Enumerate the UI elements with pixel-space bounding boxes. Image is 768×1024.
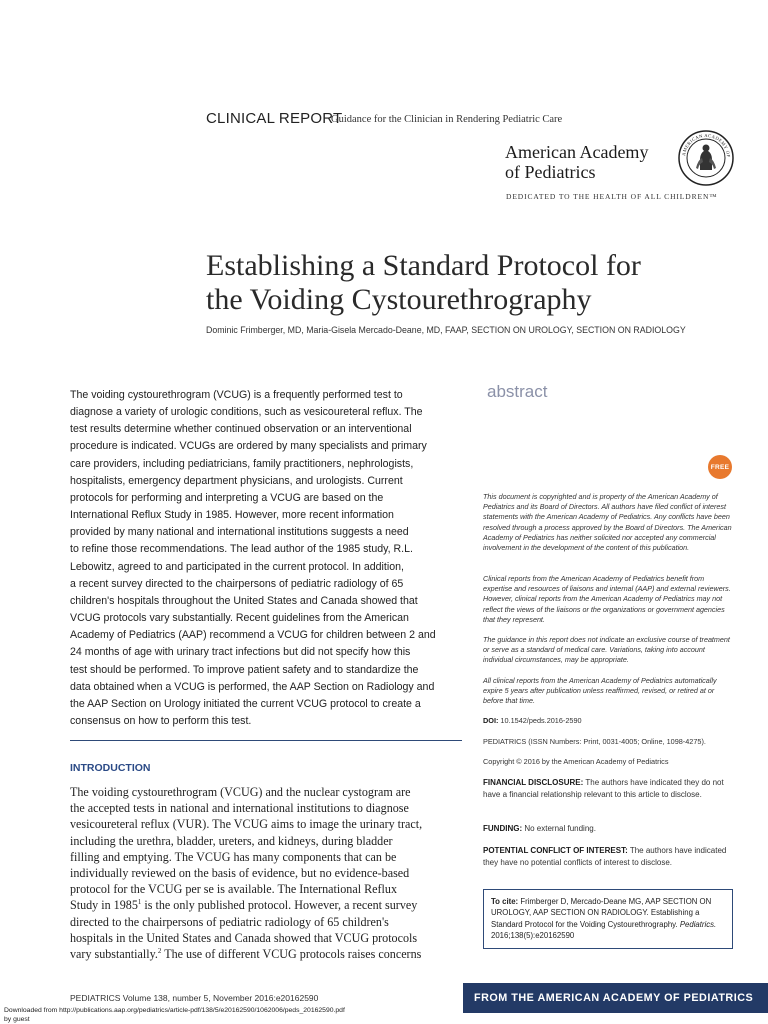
introduction-body: [70, 784, 462, 962]
report-tagline: Guidance for the Clinician in Rendering Pediatric Care: [331, 114, 563, 125]
abstract-line: VCUG protocols vary substantially. Recent guidelines from the American: [70, 612, 409, 625]
citation-text: Frimberger D, Mercado-Deane MG, AAP SECTION ON UROLOGY, AAP SECTION ON RADIOLOGY. Establishing a Standard Protocol for the Voiding Cystourethrography.: [491, 897, 712, 929]
abstract-line: care providers, including pediatricians, family practitioners, nephrologists,: [70, 457, 414, 470]
intro-text-run: vary substantially.: [70, 947, 158, 962]
abstract-line: hospitalists, emergency department physicians, and urologists. Current: [70, 474, 403, 487]
intro-text-run: is the only published protocol. However, a recent survey: [141, 898, 418, 913]
abstract-line: Lebowitz, agreed to and participated in the current protocol. In addition,: [70, 560, 404, 573]
reference-marker[interactable]: 1: [137, 898, 142, 907]
liaison-note: Clinical reports from the American Academy of Pediatrics benefit from expertise and resources of liaisons and internal (AAP) and external reviewers. However, clinical reports from the American Academy of Pediatrics may not reflect the views of the liaisons or the organizations or government agencies that they represent.: [483, 574, 731, 624]
journal-footer: PEDIATRICS Volume 138, number 5, November 2016:e20162590: [70, 993, 319, 1003]
abstract-line: test results determine whether continued observation or an interventional: [70, 423, 412, 436]
funding-label: FUNDING:: [483, 824, 523, 833]
intro-line: protocol for the VCUG per se is available. The International Reflux: [70, 882, 397, 897]
intro-line: [70, 897, 462, 913]
doi-line: [483, 716, 733, 727]
abstract-line: International Reflux Study in 1985. However, more recent information: [70, 509, 394, 522]
intro-line: individually reviewed on the basis of evidence, but no evidence-based: [70, 866, 410, 881]
expiry-note: All clinical reports from the American Academy of Pediatrics automatically expire 5 years after publication unless reaffirmed, revised, or retired at or before that time.: [483, 676, 717, 706]
section-divider: [70, 740, 462, 741]
conflict-text: The authors have indicated they have no potential conflicts of interest to disclose.: [483, 846, 727, 867]
intro-line: hospitals in the United States and Canada showed that VCUG protocols: [70, 930, 418, 945]
introduction-heading: INTRODUCTION: [70, 762, 151, 774]
intro-line: filling and emptying. The VCUG has many components that can be: [70, 849, 397, 864]
copyright-line: Copyright © 2016 by the American Academy of Pediatrics: [483, 757, 669, 766]
intro-text-run: The use of different VCUG protocols raises concerns: [161, 947, 422, 962]
abstract-line: The voiding cystourethrogram (VCUG) is a frequently performed test to: [70, 389, 403, 401]
article-title: [206, 249, 726, 317]
abstract-line: a recent survey directed to the chairpersons of pediatric radiology of 65: [70, 577, 404, 590]
aap-logo-wordmark: [505, 142, 648, 182]
abstract-heading: abstract: [487, 382, 548, 401]
financial-disclosure: [483, 777, 733, 800]
citation-ref: 2016;138(5):e20162590: [491, 931, 575, 941]
intro-line: vesicoureteral reflux (VUR). The VCUG aims to image the urinary tract,: [70, 817, 423, 832]
conflict-of-interest: [483, 845, 733, 868]
abstract-line: the AAP Section on Urology initiated the current VCUG protocol to create a: [70, 697, 421, 710]
financial-disclosure-text: The authors have indicated they do not have a financial relationship relevant to this article to disclose.: [483, 778, 724, 799]
intro-line: the accepted tests in national and international institutions to diagnose: [70, 801, 409, 816]
conflict-label: POTENTIAL CONFLICT OF INTEREST:: [483, 846, 628, 855]
aap-tagline: DEDICATED TO THE HEALTH OF ALL CHILDREN™: [506, 192, 718, 201]
abstract-line: to refine those recommendations. The lead author of the 1985 study, R.L.: [70, 543, 413, 556]
citation-box: [483, 889, 733, 949]
intro-line: including the urethra, bladder, ureters, and kidneys, during bladder: [70, 833, 393, 848]
free-access-badge: FREE: [708, 455, 732, 479]
abstract-line: 24 months of age with urinary tract infections but did not specify how this: [70, 646, 411, 659]
download-by-guest: by guest: [4, 1015, 30, 1023]
aap-seal-text: AMERICAN ACADEMY OF: [681, 132, 732, 158]
abstract-line: provided by many national and international institutions suggests a need: [70, 526, 409, 539]
intro-text-run: Study in 1985: [70, 898, 138, 913]
aap-seal-icon: [678, 130, 734, 186]
download-notice: [4, 1007, 424, 1024]
financial-disclosure-label: FINANCIAL DISCLOSURE:: [483, 778, 584, 787]
report-type-label: CLINICAL REPORT: [206, 110, 343, 127]
doi-label: DOI:: [483, 716, 499, 725]
abstract-line: protocols for performing and interpreting a VCUG are based on the: [70, 491, 384, 504]
aap-footer-banner: FROM THE AMERICAN ACADEMY OF PEDIATRICS: [463, 983, 768, 1013]
intro-line: [70, 946, 462, 962]
intro-line: The voiding cystourethrogram (VCUG) and the nuclear cystogram are: [70, 785, 411, 799]
abstract-line: consensus on how to perform this test.: [70, 714, 252, 727]
abstract-line: test should be performed. To improve patient safety and to standardize the: [70, 663, 419, 676]
reference-marker[interactable]: 2: [157, 947, 162, 955]
intro-line: directed to the chairpersons of pediatric radiology of 65 children's: [70, 914, 389, 929]
citation-label: To cite:: [491, 897, 519, 906]
guidance-note: The guidance in this report does not indicate an exclusive course of treatment or serve as a standard of medical care. Variations, taking into account individual circumstances, may be appropriate.: [483, 635, 730, 665]
abstract-line: procedure is indicated. VCUGs are ordered by many specialists and primary: [70, 440, 427, 453]
abstract-line: Academy of Pediatrics (AAP) recommend a VCUG for children between 2 and: [70, 629, 436, 642]
abstract-line: children's hospitals throughout the United States and Canada showed that: [70, 594, 418, 607]
article-title-line1: Establishing a Standard Protocol for: [206, 249, 641, 282]
issn-line: PEDIATRICS (ISSN Numbers: Print, 0031-4005; Online, 1098-4275).: [483, 737, 706, 746]
download-url[interactable]: Downloaded from http://publications.aap.org/pediatrics/article-pdf/138/5/e20162590/1062006/peds_20162590.pdf: [4, 1007, 345, 1014]
abstract-body: [70, 387, 462, 730]
abstract-line: data obtained when a VCUG is performed, the AAP Section on Radiology and: [70, 680, 435, 693]
doi-value[interactable]: 10.1542/peds.2016-2590: [498, 716, 582, 725]
copyright-note: This document is copyrighted and is property of the American Academy of Pediatrics and its Board of Directors. All authors have filed conflict of interest statements with the American Academy of Pediatrics. Any conflicts have been resolved through a process approved by the Board of Directors. The American Academy of Pediatrics has neither solicited nor accepted any commercial involvement in the development of the content of this publication.: [483, 492, 732, 553]
abstract-line: diagnose a variety of urologic conditions, such as vesicoureteral reflux. The: [70, 406, 423, 419]
citation-journal: Pediatrics.: [679, 919, 717, 929]
aap-logo-line1: American Academy: [505, 142, 649, 162]
aap-logo-line2: of Pediatrics: [505, 162, 596, 182]
author-list: Dominic Frimberger, MD, Maria-Gisela Mercado-Deane, MD, FAAP, SECTION ON UROLOGY, SECTION ON RADIOLOGY: [206, 325, 686, 335]
funding-statement: [483, 823, 733, 835]
article-title-line2: the Voiding Cystourethrography: [206, 283, 592, 316]
funding-text: No external funding.: [522, 824, 596, 833]
